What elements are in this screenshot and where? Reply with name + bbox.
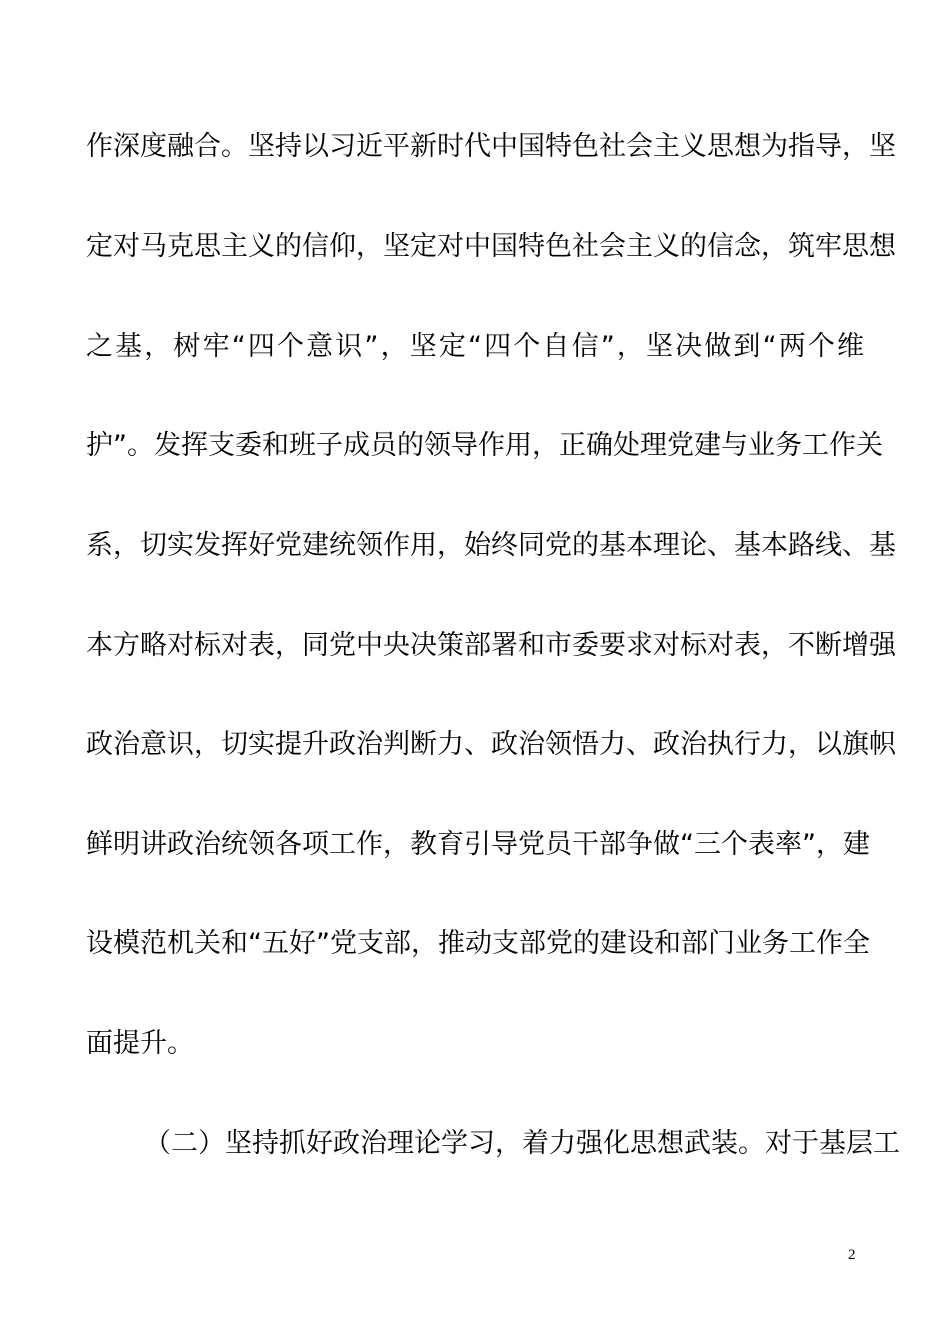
page-number: 2 (848, 1247, 856, 1263)
body-text-line: 系，切实发挥好党建统领作用，始终同党的基本理论、基本路线、基 (86, 530, 896, 561)
body-text-line: 护”。发挥支委和班子成员的领导作用，正确处理党建与业务工作关 (86, 430, 883, 461)
body-text-line: 设模范机关和“五好”党支部，推动支部党的建设和部门业务工作全 (86, 928, 870, 959)
body-text-line: 作深度融合。坚持以习近平新时代中国特色社会主义思想为指导，坚 (86, 131, 896, 162)
body-text-line: 面提升。 (86, 1028, 194, 1059)
body-text-line: 定对马克思主义的信仰，坚定对中国特色社会主义的信念，筑牢思想 (86, 231, 896, 262)
body-text-line: 鲜明讲政治统领各项工作，教育引导党员干部争做“三个表率”，建 (86, 829, 870, 860)
body-text-line: 本方略对标对表，同党中央决策部署和市委要求对标对表，不断增强 (86, 630, 896, 661)
body-text-line: 政治意识，切实提升政治判断力、政治领悟力、政治执行力，以旗帜 (86, 729, 896, 760)
body-text-line: 之基，树牢“四个意识”，坚定“四个自信”，坚决做到“两个维 (86, 331, 864, 362)
section-heading-line: （二）坚持抓好政治理论学习，着力强化思想武装。对于基层工 (144, 1128, 900, 1159)
